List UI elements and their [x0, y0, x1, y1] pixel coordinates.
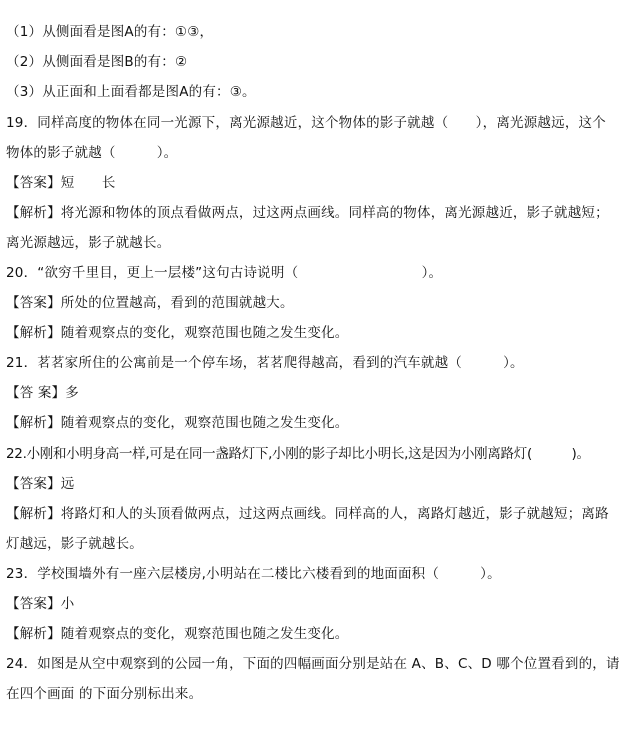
analysis-19-line-1: 【解析】将光源和物体的顶点看做两点，过这两点画线。同样高的物体，离光源越近，影子就越短； — [6, 205, 609, 221]
answer-19: 【答案】短 长 — [6, 175, 116, 191]
analysis-20: 【解析】随着观察点的变化，观察范围也随之发生变化。 — [6, 325, 349, 341]
analysis-22-line-1: 【解析】将路灯和人的头顶看做两点，过这两点画线。同样高的人，离路灯越近，影子就越短；离路 — [6, 506, 609, 522]
text-line-2: （2）从侧面看是图B的有：② — [6, 54, 188, 70]
analysis-19-line-2: 离光源越远，影子就越长。 — [6, 235, 171, 251]
question-24-line-2: 在四个画面 的下面分别标出来。 — [6, 686, 203, 702]
question-20: 20．“欲穷千里目，更上一层楼”这句古诗说明（ ）。 — [6, 265, 443, 281]
answer-22: 【答案】远 — [6, 476, 75, 492]
question-19-line-1: 19．同样高度的物体在同一光源下，离光源越近，这个物体的影子就越（ ），离光源越远，这个 — [6, 115, 606, 131]
analysis-21: 【解析】随着观察点的变化，观察范围也随之发生变化。 — [6, 415, 349, 431]
answer-20: 【答案】所处的位置越高，看到的范围就越大。 — [6, 295, 294, 311]
analysis-22-line-2: 灯越远，影子就越长。 — [6, 536, 143, 552]
question-23: 23．学校围墙外有一座六层楼房,小明站在二楼比六楼看到的地面面积（ ）。 — [6, 566, 501, 582]
answer-21: 【答 案】多 — [6, 385, 79, 401]
question-21: 21．茗茗家所住的公寓前是一个停车场，茗茗爬得越高，看到的汽车就越（ ）。 — [6, 355, 524, 371]
text-line-3: （3）从正面和上面看都是图A的有：③。 — [6, 84, 256, 100]
answer-23: 【答案】小 — [6, 596, 75, 612]
question-22: 22.小刚和小明身高一样,可是在同一盏路灯下,小刚的影子却比小明长,这是因为小刚离路灯( )。 — [6, 446, 590, 462]
question-19-line-2: 物体的影子就越（ ）。 — [6, 145, 178, 161]
question-24-line-1: 24．如图是从空中观察到的公园一角，下面的四幅画面分别是站在 A、B、C、D 哪个位置看到的，请 — [6, 656, 620, 672]
text-line-1: （1）从侧面看是图A的有：①③， — [6, 24, 214, 40]
analysis-23: 【解析】随着观察点的变化，观察范围也随之发生变化。 — [6, 626, 349, 642]
